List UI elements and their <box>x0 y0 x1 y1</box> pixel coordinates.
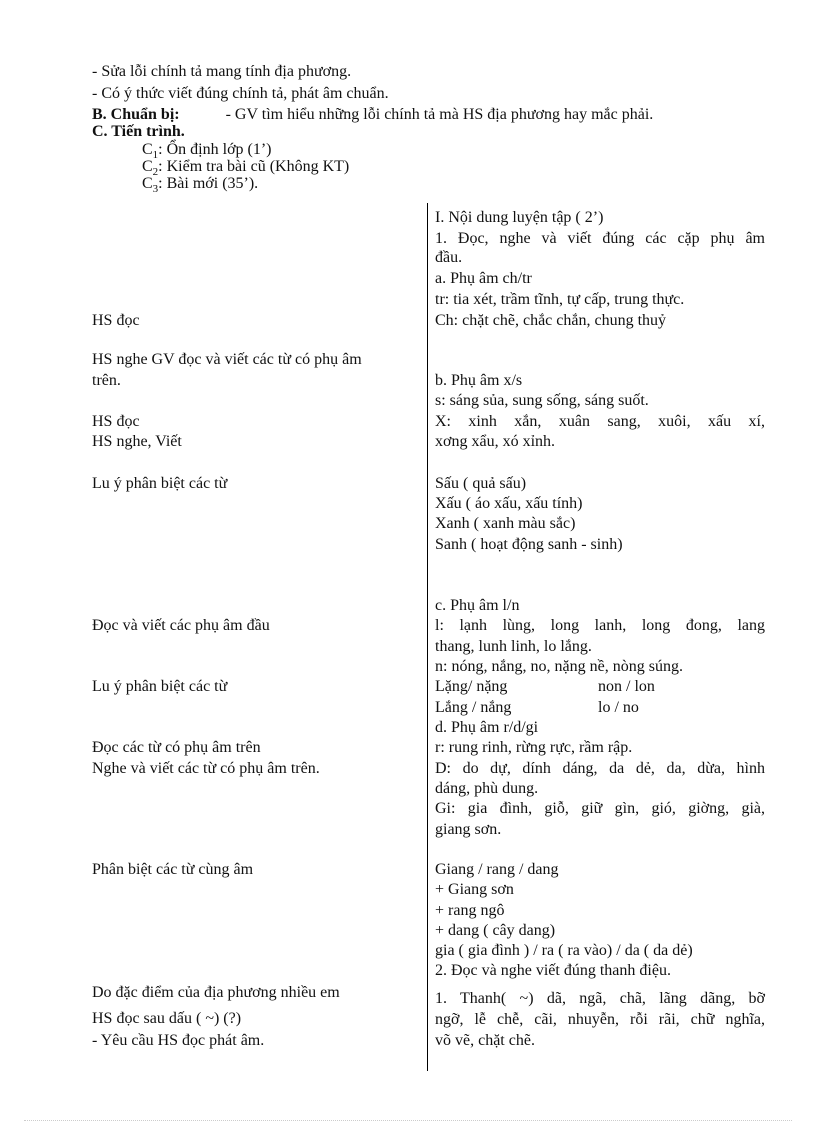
right-line-2b: đầu. <box>435 249 463 266</box>
right-line-21b: giang sơn. <box>435 821 502 838</box>
right-line-8a: X: xinh xắn, xuân sang, xuôi, xấu xí, <box>435 413 765 430</box>
step-c3-text: : Bài mới (35’). <box>158 175 259 192</box>
right-line-24: + rang ngô <box>435 902 505 919</box>
right-line-26: gia ( gia đình ) / ra ( ra vào) / da ( da dẻ) <box>435 942 693 959</box>
right-line-17b: lo / no <box>598 699 639 716</box>
left-activity-11: Do đặc điểm của địa phương nhiều em <box>92 984 340 1001</box>
right-line-14a: l: lạnh lùng, long lanh, long đong, lang <box>435 617 765 634</box>
section-b-text: - GV tìm hiểu những lỗi chính tả mà HS địa phương hay mắc phải. <box>225 106 654 123</box>
right-line-22: Giang / rang / dang <box>435 861 559 878</box>
right-line-13: c. Phụ âm l/n <box>435 597 520 614</box>
right-line-21a: Gi: gia đình, giỗ, giữ gìn, gió, giờng, già, <box>435 800 765 817</box>
objective-line-1: - Sửa lỗi chính tả mang tính địa phương. <box>92 63 352 80</box>
right-line-28a: 1. Thanh( ~) dã, ngã, chã, lãng dãng, bỡ <box>435 990 765 1007</box>
left-activity-2b: trên. <box>92 372 121 389</box>
right-line-14b: thang, lunh linh, lo lắng. <box>435 638 592 655</box>
left-activity-13: - Yêu cầu HS đọc phát âm. <box>92 1032 265 1049</box>
right-line-7: s: sáng sủa, sung sống, sáng suốt. <box>435 392 649 409</box>
right-line-9: Sấu ( quả sấu) <box>435 475 527 492</box>
right-heading-1: I. Nội dung luyện tập ( 2’) <box>435 209 604 226</box>
left-activity-9: Nghe và viết các từ có phụ âm trên. <box>92 760 320 777</box>
step-c3 <box>142 174 258 194</box>
step-c1-text: : Ổn định lớp (1’) <box>158 141 272 158</box>
left-activity-12: HS đọc sau dấu ( ~) (?) <box>92 1010 242 1027</box>
right-line-4: tr: tia xét, trầm tĩnh, tự cấp, trung thực. <box>435 291 685 308</box>
right-line-18: d. Phụ âm r/d/gi <box>435 719 539 736</box>
right-line-28c: võ vẽ, chặt chẽ. <box>435 1032 535 1049</box>
section-b-label: B. Chuẩn bị: <box>92 106 180 123</box>
right-line-8b: xơng xẩu, xó xỉnh. <box>435 433 556 450</box>
page-bottom-dotted-rule <box>24 1120 792 1121</box>
right-line-3: a. Phụ âm ch/tr <box>435 270 532 287</box>
step-c1-sub: 1 <box>152 149 159 162</box>
right-line-5: Ch: chặt chẽ, chắc chắn, chung thuỷ <box>435 312 667 329</box>
step-c3-prefix: C <box>142 175 153 192</box>
right-line-27: 2. Đọc và nghe viết đúng thanh điệu. <box>435 962 671 979</box>
left-activity-3: HS đọc <box>92 413 140 430</box>
left-activity-10: Phân biệt các từ cùng âm <box>92 861 254 878</box>
left-activity-5: Lu ý phân biệt các từ <box>92 475 228 492</box>
left-activity-6: Đọc và viết các phụ âm đầu <box>92 617 270 634</box>
right-line-12: Sanh ( hoạt động sanh - sinh) <box>435 536 623 553</box>
right-line-16b: non / lon <box>598 678 655 695</box>
right-line-10: Xấu ( áo xấu, xấu tính) <box>435 495 583 512</box>
right-line-11: Xanh ( xanh màu sắc) <box>435 515 576 532</box>
left-activity-8: Đọc các từ có phụ âm trên <box>92 739 261 756</box>
step-c2-sub: 2 <box>152 166 159 179</box>
right-line-15: n: nóng, nắng, no, nặng nề, nòng súng. <box>435 658 683 675</box>
right-line-25: + dang ( cây dang) <box>435 922 556 939</box>
right-line-20b: dáng, phù dung. <box>435 780 539 797</box>
right-line-16a: Lặng/ nặng <box>435 678 508 695</box>
left-activity-7: Lu ý phân biệt các từ <box>92 678 228 695</box>
objective-line-2: - Có ý thức viết đúng chính tả, phát âm chuẩn. <box>92 85 389 102</box>
section-c-label: C. Tiến trình. <box>92 123 185 140</box>
right-line-23: + Giang sơn <box>435 881 514 898</box>
right-line-6: b. Phụ âm x/s <box>435 372 523 389</box>
right-line-19: r: rung rinh, rừng rực, rầm rập. <box>435 739 633 756</box>
right-line-2a: 1. Đọc, nghe và viết đúng các cặp phụ âm <box>435 230 765 247</box>
step-c1-prefix: C <box>142 141 153 158</box>
left-activity-1: HS đọc <box>92 312 140 329</box>
left-activity-2a: HS nghe GV đọc và viết các từ có phụ âm <box>92 351 362 368</box>
right-line-20a: D: do dự, dính dáng, da dẻ, da, dừa, hình <box>435 760 765 777</box>
right-line-17a: Lắng / nắng <box>435 699 512 716</box>
left-activity-4: HS nghe, Viết <box>92 433 182 450</box>
step-c3-sub: 3 <box>152 183 159 196</box>
column-divider <box>427 203 428 1071</box>
step-c2-text: : Kiểm tra bài cũ (Không KT) <box>158 158 350 175</box>
right-line-28b: ngỡ, lễ chễ, cãi, nhuyễn, rỗi rãi, chữ nghĩa, <box>435 1011 765 1028</box>
step-c2-prefix: C <box>142 158 153 175</box>
